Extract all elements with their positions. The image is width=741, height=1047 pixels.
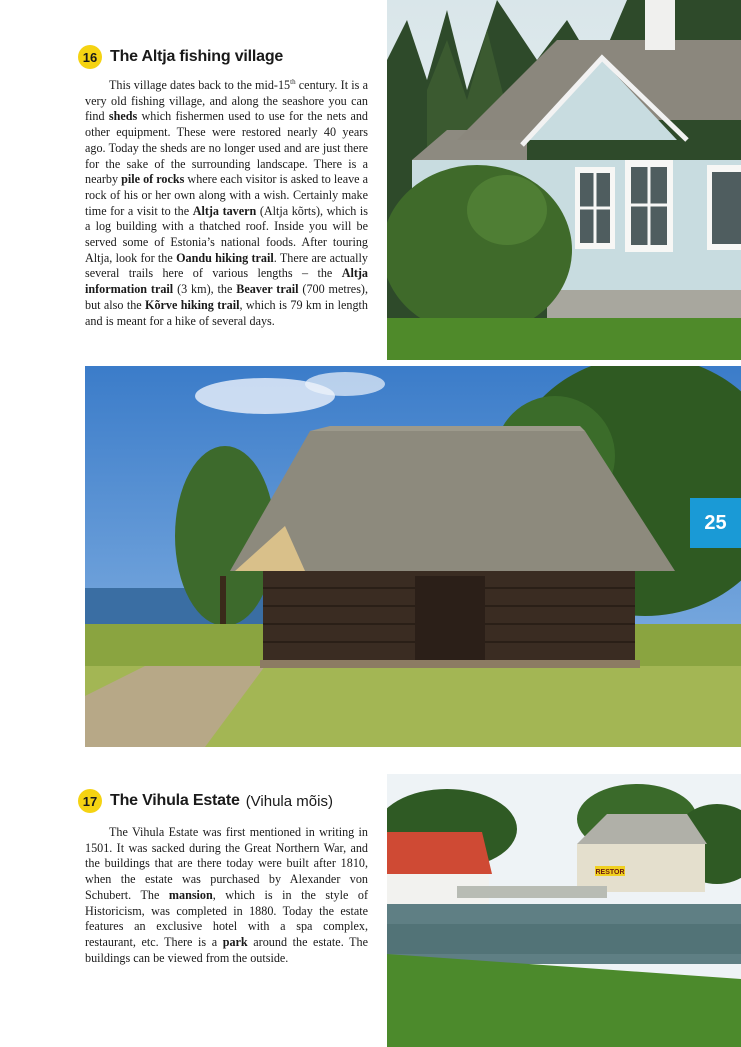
- section-16-heading: [78, 45, 283, 69]
- restaurant-sign: RESTOR: [595, 869, 625, 876]
- section-title: The Altja fishing village: [110, 48, 284, 65]
- body-paragraph: [85, 825, 368, 966]
- section-number-badge: 16: [78, 45, 102, 69]
- bold-term: Beaver trail: [236, 282, 299, 297]
- bold-term: sheds: [108, 109, 138, 124]
- bold-term: Oandu hiking trail: [176, 250, 274, 265]
- thatched-shed-photo: [85, 366, 741, 747]
- vihula-estate-photo: [387, 774, 741, 1047]
- text-run: (Altja kõrts), which is a log building with a thatched roof. Inside you will be served some of Estonia’s national foods. After touring Altja, look for the: [85, 203, 368, 265]
- page-number-tab: 25: [690, 498, 741, 548]
- text-run: , which is in the style of Historicism, was completed in 1880. Today the estate features an exclusive hotel with a spa complex, restaurant, etc. There is a: [85, 887, 368, 949]
- section-number-badge: 17: [78, 789, 102, 813]
- superscript: th: [290, 77, 296, 86]
- text-run: The Vihula Estate was first mentioned in writing in 1501. It was sacked during the Great Northern War, and the buildings that are there today were built after 1810, when the estate was purchased by Alexander von Schubert. The: [85, 825, 368, 902]
- body-paragraph: [85, 78, 368, 329]
- text-run: (700 metres), but also the: [85, 282, 368, 312]
- bold-term: park: [222, 934, 248, 949]
- section-subtitle: (Vihula mõis): [245, 792, 333, 810]
- text-run: century. It is a very old fishing village, and along the seashore you can find: [85, 78, 368, 124]
- text-run: , which is 79 km in length and is meant for a hike of several days.: [85, 297, 368, 328]
- bold-term: Altja tavern: [192, 203, 257, 218]
- section-title: The Vihula Estate: [110, 792, 240, 809]
- bold-term: Altja information trail: [85, 266, 368, 297]
- section-16-body: [85, 78, 368, 329]
- text-run: . There are actually several trails here of various lengths – the: [85, 250, 368, 281]
- text-run: where each visitor is asked to leave a rock of his or her own along with a wish. Certainly make time for a visit to the: [85, 172, 368, 218]
- text-run: (3 km), the: [173, 282, 237, 297]
- bold-term: pile of rocks: [121, 172, 185, 187]
- house-photo: [387, 0, 741, 360]
- text-run: around the estate. The buildings can be viewed from the outside.: [85, 934, 368, 965]
- text-run: This village dates back to the mid-15: [109, 78, 291, 92]
- bold-term: Kõrve hiking trail: [145, 297, 240, 312]
- section-17-heading: [78, 789, 333, 813]
- text-run: which fishermen used to use for the nets and other equipment. These were restored nearly 40 years ago. Today the sheds are no longer used and are just there for the sake of the surrounding landscape. There is a nearby: [85, 109, 368, 187]
- bold-term: mansion: [168, 887, 213, 902]
- section-17-body: [85, 825, 368, 966]
